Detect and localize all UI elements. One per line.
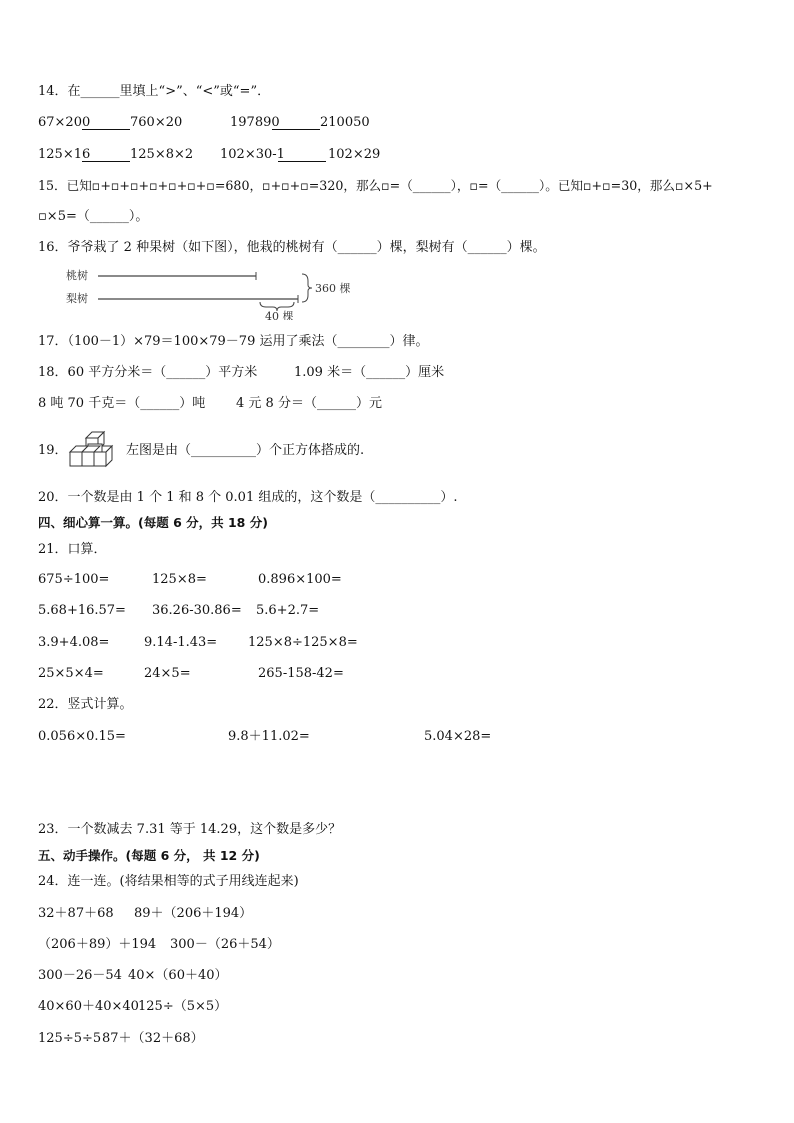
q16-total-brace	[302, 274, 312, 302]
q24-title: 24．连一连。(将结果相等的式子用线连起来)	[38, 874, 299, 889]
q19-num: 19．	[38, 443, 68, 458]
q16-total-label: 360 棵	[315, 282, 351, 295]
q24-left-expr[interactable]: 300－26－54	[38, 968, 122, 983]
q14-r1-a: 67×200	[38, 115, 91, 130]
q21-item: 25×5×4=	[38, 666, 104, 681]
q21-item: 265-158-42=	[258, 666, 344, 681]
q14-r2-blank2[interactable]	[278, 149, 326, 162]
q16-diff-label: 40 棵	[265, 310, 294, 320]
q14-r2-d: 102×29	[328, 147, 381, 162]
q22-title: 22．竖式计算。	[38, 697, 133, 712]
q19-text: 左图是由（__________）个正方体搭成的.	[126, 443, 365, 458]
section5-heading: 五、动手操作。(每题 6 分， 共 12 分)	[38, 848, 260, 863]
q24-left-expr[interactable]: 40×60＋40×40	[38, 999, 139, 1014]
q24-right-expr[interactable]: 89＋（206＋194）	[134, 906, 253, 921]
q14-title: 14．在______里填上“>”、“<”或“=”．	[38, 84, 271, 99]
q14-r1-b: 760×20	[130, 115, 183, 130]
section4-heading: 四、细心算一算。(每题 6 分，共 18 分)	[38, 515, 268, 530]
q21-title: 21．口算．	[38, 542, 107, 557]
q16-pear-label: 梨树	[66, 292, 88, 305]
q14-r2-b: 125×8×2	[130, 147, 194, 162]
q14-r2-a: 125×16	[38, 147, 91, 162]
q21-item: 36.26-30.86=	[152, 603, 242, 618]
q21-item: 0.896×100=	[258, 572, 342, 587]
q18-c: 8 吨 70 千克＝（______）吨	[38, 396, 206, 411]
q21-item: 5.68+16.57=	[38, 603, 126, 618]
q21-item: 675÷100=	[38, 572, 110, 587]
q14-r1-d: 210050	[320, 115, 370, 130]
q23-text: 23．一个数减去 7.31 等于 14.29，这个数是多少？	[38, 822, 342, 837]
q24-right-expr[interactable]: 40×（60＋40）	[128, 968, 228, 983]
q24-right-expr[interactable]: 125÷（5×5）	[138, 999, 228, 1014]
q24-right-expr[interactable]: 300－（26＋54）	[170, 937, 280, 952]
q22-item: 0.056×0.15=	[38, 729, 126, 744]
q15-line2: ▫×5=（______）。	[38, 209, 149, 224]
q14-r1-c: 197890	[230, 115, 280, 130]
q16-peach-label: 桃树	[66, 269, 88, 282]
q14-r2-c: 102×30-1	[220, 147, 285, 162]
q24-left-expr[interactable]: 125÷5÷5	[38, 1031, 102, 1046]
q21-item: 125×8÷125×8=	[248, 635, 358, 650]
q20-text: 20．一个数是由 1 个 1 和 8 个 0.01 组成的，这个数是（__________）.	[38, 490, 458, 505]
q24-right-expr[interactable]: 87＋（32＋68）	[102, 1031, 204, 1046]
q17-text: 17．（100－1）×79＝100×79－79 运用了乘法（________）律。	[38, 334, 429, 349]
q21-item: 24×5=	[144, 666, 191, 681]
q16-tree-diagram	[60, 264, 370, 320]
q21-item: 125×8=	[152, 572, 207, 587]
q18-b: 1.09 米＝（______）厘米	[294, 365, 445, 380]
q21-item: 3.9+4.08=	[38, 635, 110, 650]
q21-item: 5.6+2.7=	[256, 603, 320, 618]
q14-r1-blank2[interactable]	[272, 117, 320, 130]
q18-d: 4 元 8 分＝（______）元	[236, 396, 382, 411]
q24-left-expr[interactable]: 32＋87＋68	[38, 906, 114, 921]
q22-item: 5.04×28=	[424, 729, 492, 744]
q22-item: 9.8＋11.02=	[228, 729, 310, 744]
q15-line1: 15．已知▫+▫+▫+▫+▫+▫+▫=680，▫+▫+▫=320，那么▫=（______），▫=（______）。已知▫+▫=30，那么▫×5+	[38, 178, 713, 193]
q14-r2-blank1[interactable]	[82, 149, 130, 162]
q14-r1-blank1[interactable]	[82, 117, 130, 130]
q16-text: 16．爷爷栽了 2 种果树（如下图），他栽的桃树有（______）棵，梨树有（______）棵。	[38, 240, 546, 255]
q19-cubes-icon	[66, 428, 126, 470]
q21-item: 9.14-1.43=	[144, 635, 218, 650]
q18-a: 18．60 平方分米＝（______）平方米	[38, 365, 258, 380]
q24-left-expr[interactable]: （206＋89）＋194	[38, 937, 157, 952]
